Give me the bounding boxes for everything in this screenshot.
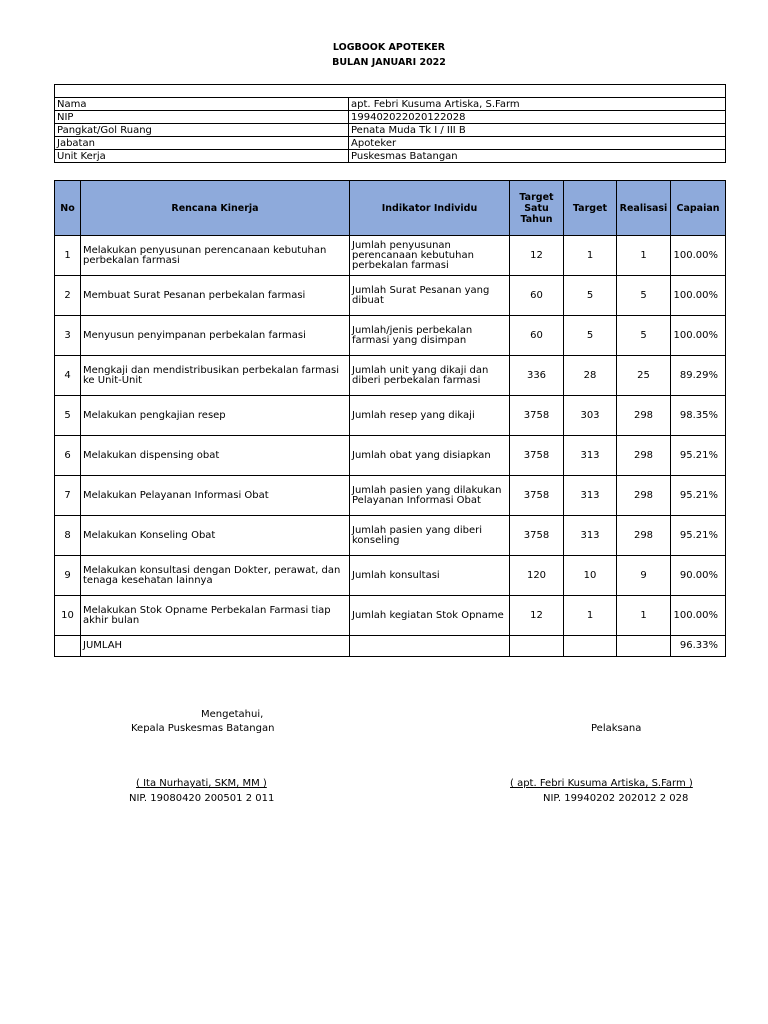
header-realisasi: Realisasi bbox=[617, 181, 671, 236]
table-row bbox=[55, 276, 726, 316]
left-signature-line2: Kepala Puskesmas Batangan bbox=[131, 723, 275, 734]
table-row bbox=[55, 316, 726, 356]
cell-target: 1 bbox=[564, 596, 617, 636]
cell-no: 8 bbox=[55, 516, 81, 556]
cell-realisasi: 1 bbox=[617, 236, 671, 276]
cell-capaian: 100.00% bbox=[671, 236, 726, 276]
cell-no: 2 bbox=[55, 276, 81, 316]
performance-table bbox=[54, 180, 726, 657]
cell-capaian: 100.00% bbox=[671, 316, 726, 356]
header-no: No bbox=[55, 181, 81, 236]
cell-target: 5 bbox=[564, 316, 617, 356]
table-header-row bbox=[55, 181, 726, 236]
cell-realisasi: 298 bbox=[617, 516, 671, 556]
cell-target: 10 bbox=[564, 556, 617, 596]
identity-table bbox=[54, 84, 726, 163]
cell-no: 9 bbox=[55, 556, 81, 596]
header-capaian: Capaian bbox=[671, 181, 726, 236]
total-row bbox=[55, 636, 726, 657]
document-subtitle: BULAN JANUARI 2022 bbox=[332, 57, 446, 68]
cell-indikator-individu: Jumlah resep yang dikaji bbox=[350, 396, 510, 436]
cell-indikator-individu: Jumlah obat yang disiapkan bbox=[350, 436, 510, 476]
cell-rencana-kinerja: Menyusun penyimpanan perbekalan farmasi bbox=[81, 316, 350, 356]
table-row bbox=[55, 596, 726, 636]
cell-target-satu-tahun: 3758 bbox=[510, 476, 564, 516]
cell-target-satu-tahun: 3758 bbox=[510, 396, 564, 436]
cell-target: 5 bbox=[564, 276, 617, 316]
cell-target-satu-tahun: 12 bbox=[510, 236, 564, 276]
cell-rencana-kinerja: Melakukan dispensing obat bbox=[81, 436, 350, 476]
cell-indikator-individu: Jumlah konsultasi bbox=[350, 556, 510, 596]
table-row bbox=[55, 236, 726, 276]
document-title: LOGBOOK APOTEKER bbox=[332, 42, 446, 53]
header-indikator-individu: Indikator Individu bbox=[350, 181, 510, 236]
cell-target: 1 bbox=[564, 236, 617, 276]
cell-realisasi: 298 bbox=[617, 396, 671, 436]
identity-value: Penata Muda Tk I / III B bbox=[349, 124, 726, 137]
cell-indikator-individu: Jumlah penyusunan perencanaan kebutuhan perbekalan farmasi bbox=[350, 236, 510, 276]
left-signature-line1: Mengetahui, bbox=[201, 709, 264, 720]
cell-rencana-kinerja: Mengkaji dan mendistribusikan perbekalan farmasi ke Unit-Unit bbox=[81, 356, 350, 396]
cell-indikator-individu: Jumlah/jenis perbekalan farmasi yang disimpan bbox=[350, 316, 510, 356]
cell-realisasi: 298 bbox=[617, 476, 671, 516]
cell-rencana-kinerja: Melakukan penyusunan perencanaan kebutuhan perbekalan farmasi bbox=[81, 236, 350, 276]
table-row bbox=[55, 476, 726, 516]
identity-row-jabatan bbox=[55, 137, 726, 150]
left-signature-nip: NIP. 19080420 200501 2 011 bbox=[129, 793, 275, 804]
cell-target-satu-tahun: 120 bbox=[510, 556, 564, 596]
cell-rencana-kinerja: Melakukan pengkajian resep bbox=[81, 396, 350, 436]
cell-target-satu-tahun: 12 bbox=[510, 596, 564, 636]
cell-rencana-kinerja: Membuat Surat Pesanan perbekalan farmasi bbox=[81, 276, 350, 316]
right-signature-name: ( apt. Febri Kusuma Artiska, S.Farm ) bbox=[510, 778, 693, 789]
cell-no: 1 bbox=[55, 236, 81, 276]
identity-value: 199402022020122028 bbox=[349, 111, 726, 124]
cell-capaian: 95.21% bbox=[671, 516, 726, 556]
identity-row-unit-kerja bbox=[55, 150, 726, 163]
cell-no: 6 bbox=[55, 436, 81, 476]
cell-target: 28 bbox=[564, 356, 617, 396]
cell-realisasi: 298 bbox=[617, 436, 671, 476]
identity-row-nama bbox=[55, 98, 726, 111]
cell-indikator-individu: Jumlah pasien yang diberi konseling bbox=[350, 516, 510, 556]
cell-target: 303 bbox=[564, 396, 617, 436]
cell-rencana-kinerja: Melakukan konsultasi dengan Dokter, perawat, dan tenaga kesehatan lainnya bbox=[81, 556, 350, 596]
right-signature-line1: Pelaksana bbox=[591, 723, 642, 734]
cell-realisasi: 9 bbox=[617, 556, 671, 596]
cell-capaian: 89.29% bbox=[671, 356, 726, 396]
identity-label: Unit Kerja bbox=[55, 150, 349, 163]
identity-label: Nama bbox=[55, 98, 349, 111]
header-target: Target bbox=[564, 181, 617, 236]
identity-value: Puskesmas Batangan bbox=[349, 150, 726, 163]
cell-capaian: 90.00% bbox=[671, 556, 726, 596]
cell-target: 313 bbox=[564, 516, 617, 556]
cell-target-satu-tahun: 3758 bbox=[510, 516, 564, 556]
header-rencana-kinerja: Rencana Kinerja bbox=[81, 181, 350, 236]
cell-realisasi: 25 bbox=[617, 356, 671, 396]
cell-target-satu-tahun: 3758 bbox=[510, 436, 564, 476]
cell-no: 7 bbox=[55, 476, 81, 516]
identity-blank-row bbox=[55, 85, 726, 98]
cell-capaian: 98.35% bbox=[671, 396, 726, 436]
table-row bbox=[55, 516, 726, 556]
identity-label: Pangkat/Gol Ruang bbox=[55, 124, 349, 137]
cell-target: 313 bbox=[564, 476, 617, 516]
cell-rencana-kinerja: Melakukan Konseling Obat bbox=[81, 516, 350, 556]
table-row bbox=[55, 396, 726, 436]
cell-indikator-individu: Jumlah Surat Pesanan yang dibuat bbox=[350, 276, 510, 316]
cell-target-satu-tahun: 336 bbox=[510, 356, 564, 396]
total-label: JUMLAH bbox=[81, 636, 350, 657]
table-row bbox=[55, 356, 726, 396]
identity-value: apt. Febri Kusuma Artiska, S.Farm bbox=[349, 98, 726, 111]
total-capaian: 96.33% bbox=[671, 636, 726, 657]
cell-target: 313 bbox=[564, 436, 617, 476]
cell-realisasi: 5 bbox=[617, 276, 671, 316]
identity-label: Jabatan bbox=[55, 137, 349, 150]
cell-realisasi: 5 bbox=[617, 316, 671, 356]
cell-capaian: 95.21% bbox=[671, 436, 726, 476]
cell-no: 5 bbox=[55, 396, 81, 436]
cell-indikator-individu: Jumlah unit yang dikaji dan diberi perbekalan farmasi bbox=[350, 356, 510, 396]
table-row bbox=[55, 436, 726, 476]
cell-realisasi: 1 bbox=[617, 596, 671, 636]
cell-target-satu-tahun: 60 bbox=[510, 316, 564, 356]
identity-value: Apoteker bbox=[349, 137, 726, 150]
left-signature-name: ( Ita Nurhayati, SKM, MM ) bbox=[136, 778, 267, 789]
cell-no: 3 bbox=[55, 316, 81, 356]
cell-indikator-individu: Jumlah pasien yang dilakukan Pelayanan Informasi Obat bbox=[350, 476, 510, 516]
identity-row-pangkat bbox=[55, 124, 726, 137]
cell-indikator-individu: Jumlah kegiatan Stok Opname bbox=[350, 596, 510, 636]
table-row bbox=[55, 556, 726, 596]
cell-target-satu-tahun: 60 bbox=[510, 276, 564, 316]
cell-rencana-kinerja: Melakukan Stok Opname Perbekalan Farmasi tiap akhir bulan bbox=[81, 596, 350, 636]
identity-row-nip bbox=[55, 111, 726, 124]
cell-no: 10 bbox=[55, 596, 81, 636]
cell-capaian: 95.21% bbox=[671, 476, 726, 516]
identity-label: NIP bbox=[55, 111, 349, 124]
cell-rencana-kinerja: Melakukan Pelayanan Informasi Obat bbox=[81, 476, 350, 516]
header-target-satu-tahun: Target Satu Tahun bbox=[510, 181, 564, 236]
cell-capaian: 100.00% bbox=[671, 276, 726, 316]
cell-capaian: 100.00% bbox=[671, 596, 726, 636]
table-body bbox=[55, 236, 726, 636]
right-signature-nip: NIP. 19940202 202012 2 028 bbox=[543, 793, 689, 804]
cell-no: 4 bbox=[55, 356, 81, 396]
